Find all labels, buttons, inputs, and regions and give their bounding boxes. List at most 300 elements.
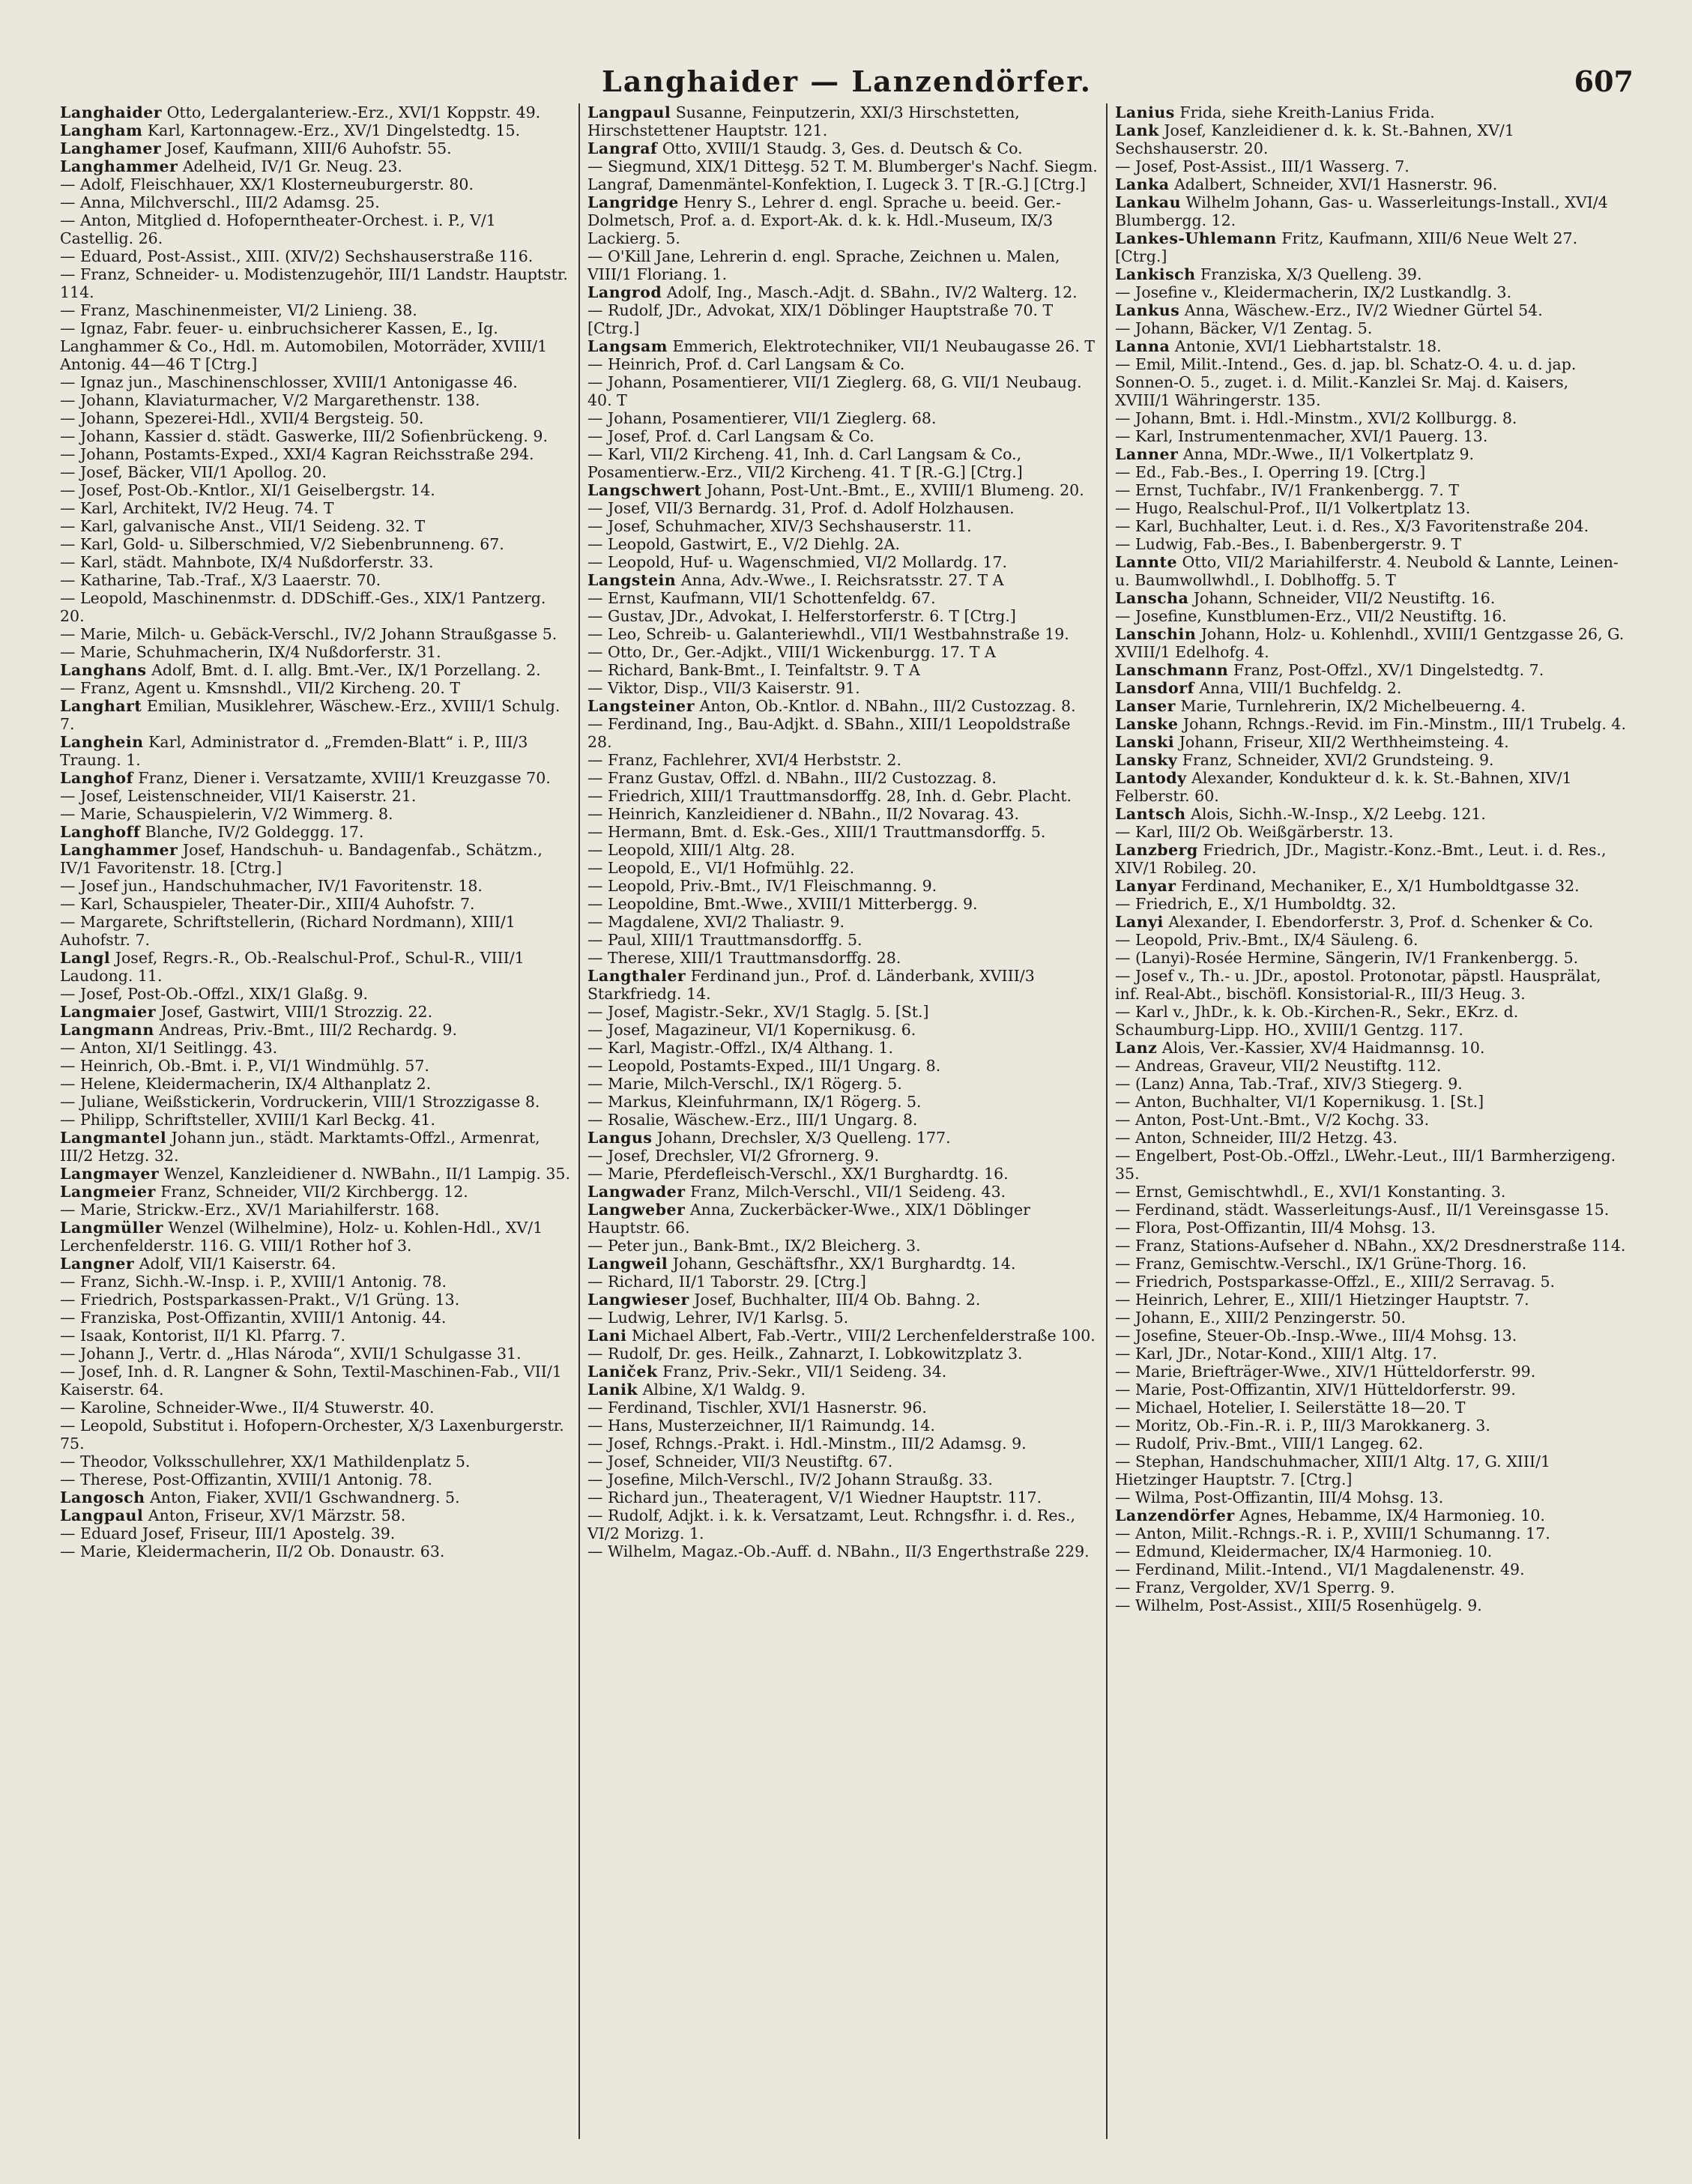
column-1: [60, 103, 578, 2139]
entry-details: — Heinrich, Kanzleidiener d. NBahn., II/2 Novarag. 43.: [587, 805, 1019, 823]
entry-details: — Juliane, Weißstickerin, Vordruckerin, VIII/1 Strozzigasse 8.: [60, 1093, 540, 1111]
directory-entry: [60, 877, 571, 895]
directory-entry: [1115, 841, 1626, 877]
directory-entry: [1115, 1255, 1626, 1273]
directory-entry: [60, 121, 571, 139]
entry-details: — Leopold, XIII/1 Altg. 28.: [587, 841, 795, 859]
directory-entry: [1115, 1147, 1626, 1183]
entry-details: Otto, XVIII/1 Staudg. 3, Ges. d. Deutsch & Co.: [657, 139, 1023, 157]
directory-entry: [587, 499, 1099, 517]
directory-entry: [587, 1129, 1099, 1147]
directory-entry: [60, 1524, 571, 1542]
entry-details: — Karoline, Schneider-Wwe., II/4 Stuwerstr. 40.: [60, 1399, 435, 1417]
entry-surname: Lanner: [1115, 445, 1179, 463]
entry-details: — Theodor, Volksschullehrer, XX/1 Mathildenplatz 5.: [60, 1453, 471, 1470]
entry-details: Franz, Post-Offzl., XV/1 Dingelstedtg. 7.: [1228, 661, 1544, 679]
entry-details: — Rudolf, Adjkt. i. k. k. Versatzamt, Leut. Rchngsfhr. i. d. Res., VI/2 Morizg. 1.: [587, 1506, 1076, 1542]
directory-entry: [60, 409, 571, 427]
directory-entry: [1115, 481, 1626, 499]
entry-details: — Franz, Schneider- u. Modistenzugehör, III/1 Landstr. Hauptstr. 114.: [60, 265, 568, 301]
entry-details: — Friedrich, Postsparkasse-Offzl., E., XIII/2 Serravag. 5.: [1115, 1273, 1556, 1291]
entry-details: — Heinrich, Ob.-Bmt. i. P., VI/1 Windmühlg. 57.: [60, 1057, 429, 1075]
entry-details: — Karl v., JhDr., k. k. Ob.-Kirchen-R., Sekr., EKrz. d. Schaumburg-Lipp. HO., XVIII/1 Gentzg. 117.: [1115, 1003, 1519, 1039]
directory-entry: [587, 1021, 1099, 1039]
entry-surname: Langus: [587, 1129, 653, 1147]
entry-surname: Laniček: [587, 1363, 658, 1381]
entry-details: Michael Albert, Fab.-Vertr., VIII/2 Lerchenfelderstraße 100.: [626, 1327, 1096, 1345]
directory-entry: [60, 1003, 571, 1021]
directory-entry: [1115, 1506, 1626, 1524]
entry-surname: Langraf: [587, 139, 658, 157]
directory-entry: [60, 1542, 571, 1560]
entry-surname: Langmantel: [60, 1129, 167, 1147]
directory-entry: [1115, 661, 1626, 679]
directory-entry: [1115, 1219, 1626, 1237]
entry-details: Johann, Friseur, XII/2 Werthheimsteing. 4.: [1174, 733, 1509, 751]
directory-entry: [587, 841, 1099, 859]
directory-entry: [60, 535, 571, 553]
entry-details: — Marie, Briefträger-Wwe., XIV/1 Hütteldorferstr. 99.: [1115, 1363, 1536, 1381]
entry-surname: Lanzendörfer: [1115, 1506, 1235, 1524]
entry-details: — Friedrich, Postsparkassen-Prakt., V/1 Grüng. 13.: [60, 1291, 460, 1309]
entry-details: Anton, Friseur, XV/1 Märzstr. 58.: [143, 1506, 406, 1524]
entry-details: Anna, Wäschew.-Erz., IV/2 Wiedner Gürtel 54.: [1179, 301, 1543, 319]
entry-details: — Josef, VII/3 Bernardg. 31, Prof. d. Adolf Holzhausen.: [587, 499, 1015, 517]
directory-entry: [1115, 1003, 1626, 1039]
directory-entry: [60, 1291, 571, 1309]
directory-entry: [60, 1021, 571, 1039]
directory-entry: [587, 661, 1099, 679]
entry-details: — Leopold, Substitut i. Hofopern-Orchester, X/3 Laxenburgerstr. 75.: [60, 1417, 564, 1453]
directory-entry: [587, 1291, 1099, 1309]
entry-details: — Leopoldine, Bmt.-Wwe., XVIII/1 Mitterbergg. 9.: [587, 895, 978, 913]
directory-entry: [1115, 103, 1626, 121]
entry-details: — Franz, Vergolder, XV/1 Sperrg. 9.: [1115, 1578, 1395, 1596]
entry-details: — Johann, Posamentierer, VII/1 Zieglerg. 68, G. VII/1 Neubaug. 40. T: [587, 373, 1082, 409]
directory-entry: [60, 571, 571, 589]
entry-details: Wenzel (Wilhelmine), Holz- u. Kohlen-Hdl., XV/1 Lerchenfelderstr. 116. G. VIII/1 Rother hof 3.: [60, 1219, 543, 1255]
directory-entry: [587, 1542, 1099, 1560]
directory-entry: [1115, 337, 1626, 355]
entry-details: — Franziska, Post-Offizantin, XVIII/1 Antonig. 44.: [60, 1309, 447, 1327]
entry-details: Karl, Kartonnagew.-Erz., XV/1 Dingelstedtg. 15.: [142, 121, 521, 139]
entry-surname: Lani: [587, 1327, 627, 1345]
directory-entry: [587, 931, 1099, 949]
entry-details: — Leopold, E., VI/1 Hofmühlg. 22.: [587, 859, 855, 877]
entry-details: Josef, Kaufmann, XIII/6 Auhofstr. 55.: [161, 139, 452, 157]
entry-details: — Rudolf, Dr. ges. Heilk., Zahnarzt, I. Lobkowitzplatz 3.: [587, 1345, 1023, 1363]
entry-surname: Langpaul: [60, 1506, 144, 1524]
directory-entry: [587, 409, 1099, 427]
entry-details: Adalbert, Schneider, XVI/1 Hasnerstr. 96.: [1169, 175, 1498, 193]
entry-details: — Wilma, Post-Offizantin, III/4 Mohsg. 13.: [1115, 1488, 1444, 1506]
directory-entry: [60, 1453, 571, 1470]
directory-entry: [1115, 1596, 1626, 1614]
entry-details: — Marie, Milch- u. Gebäck-Verschl., IV/2 Johann Straußgasse 5.: [60, 625, 558, 643]
directory-entry: [1115, 499, 1626, 517]
directory-entry: [1115, 1542, 1626, 1560]
directory-entry: [1115, 1453, 1626, 1488]
entry-details: — Ernst, Tuchfabr., IV/1 Frankenbergg. 7. T: [1115, 481, 1460, 499]
directory-entry: [1115, 355, 1626, 409]
entry-details: — Marie, Milch-Verschl., IX/1 Rögerg. 5.: [587, 1075, 902, 1093]
entry-details: — Karl, galvanische Anst., VII/1 Seideng. 32. T: [60, 517, 426, 535]
entry-details: Andreas, Priv.-Bmt., III/2 Rechardg. 9.: [154, 1021, 457, 1039]
entry-details: — Leopold, Postamts-Exped., III/1 Ungarg. 8.: [587, 1057, 941, 1075]
entry-details: Josef, Gastwirt, VIII/1 Strozzig. 22.: [156, 1003, 433, 1021]
directory-entry: [60, 1039, 571, 1057]
directory-entry: [1115, 1309, 1626, 1327]
directory-entry: [1115, 121, 1626, 157]
entry-details: — Franz, Stations-Aufseher d. NBahn., XX/2 Dresdnerstraße 114.: [1115, 1237, 1626, 1255]
directory-entry: [60, 841, 571, 877]
entry-details: Karl, Administrator d. „Fremden-Blatt“ i. P., III/3 Traung. 1.: [60, 733, 528, 769]
directory-entry: [1115, 463, 1626, 481]
entry-details: — Stephan, Handschuhmacher, XIII/1 Altg. 17, G. XIII/1 Hietzinger Hauptstr. 7. [Ctrg.]: [1115, 1453, 1551, 1488]
directory-entry: [60, 1093, 571, 1111]
directory-entry: [60, 949, 571, 985]
entry-surname: Langl: [60, 949, 111, 967]
entry-details: Fritz, Kaufmann, XIII/6 Neue Welt 27. [Ctrg.]: [1115, 229, 1578, 265]
entry-details: Adolf, VII/1 Kaiserstr. 64.: [134, 1255, 336, 1273]
entry-surname: Langpaul: [587, 103, 671, 121]
entry-details: — Anton, Schneider, III/2 Hetzg. 43.: [1115, 1129, 1398, 1147]
entry-surname: Lanyar: [1115, 877, 1176, 895]
entry-details: Johann, Holz- u. Kohlenhdl., XVIII/1 Gentzgasse 26, G. XVIII/1 Edelhofg. 4.: [1115, 625, 1625, 661]
entry-surname: Langmüller: [60, 1219, 163, 1237]
entry-details: — Josef, Prof. d. Carl Langsam & Co.: [587, 427, 874, 445]
directory-entry: [1115, 769, 1626, 805]
directory-entry: [1115, 1201, 1626, 1219]
entry-details: Susanne, Feinputzerin, XXI/3 Hirschstetten, Hirschstettener Hauptstr. 121.: [587, 103, 1020, 139]
page-header: [60, 64, 1634, 109]
directory-entry: [1115, 193, 1626, 229]
entry-details: — Johann, Spezerei-Hdl., XVII/4 Bergsteig. 50.: [60, 409, 424, 427]
entry-details: — Friedrich, XIII/1 Trauttmansdorffg. 28, Inh. d. Gebr. Placht.: [587, 787, 1072, 805]
directory-entry: [1115, 175, 1626, 193]
entry-details: — Karl, Architekt, IV/2 Heug. 74. T: [60, 499, 334, 517]
entry-details: — Richard jun., Theateragent, V/1 Wiedner Hauptstr. 117.: [587, 1488, 1042, 1506]
entry-details: Blanche, IV/2 Goldeggg. 17.: [140, 823, 364, 841]
directory-entry: [1115, 877, 1626, 895]
entry-surname: Lannte: [1115, 553, 1178, 571]
entry-details: — Johann, Bmt. i. Hdl.-Minstm., XVI/2 Kollburgg. 8.: [1115, 409, 1517, 427]
entry-details: — Peter jun., Bank-Bmt., IX/2 Bleicherg. 3.: [587, 1237, 921, 1255]
directory-entry: [60, 463, 571, 481]
directory-entry: [587, 1417, 1099, 1435]
entry-details: — Ludwig, Lehrer, IV/1 Karlsg. 5.: [587, 1309, 849, 1327]
entry-details: — (Lanyi)-Rosée Hermine, Sängerin, IV/1 Frankenbergg. 5.: [1115, 949, 1579, 967]
directory-entry: [60, 481, 571, 499]
directory-entry: [587, 679, 1099, 697]
entry-details: — Anton, Milit.-Rchngs.-R. i. P., XVIII/1 Schumanng. 17.: [1115, 1524, 1550, 1542]
directory-entry: [587, 1039, 1099, 1057]
entry-surname: Langthaler: [587, 967, 686, 985]
directory-entry: [587, 877, 1099, 895]
directory-entry: [60, 301, 571, 319]
entry-details: Adolf, Bmt. d. I. allg. Bmt.-Ver., IX/1 Porzellang. 2.: [146, 661, 541, 679]
entry-surname: Lankes-Uhlemann: [1115, 229, 1277, 247]
directory-entry: [587, 967, 1099, 1003]
directory-entry: [60, 445, 571, 463]
entry-surname: Lankisch: [1115, 265, 1196, 283]
entry-details: — Therese, XIII/1 Trauttmansdorffg. 28.: [587, 949, 901, 967]
directory-entry: [60, 679, 571, 697]
entry-details: Josef, Kanzleidiener d. k. k. St.-Bahnen, XV/1 Sechshauserstr. 20.: [1115, 121, 1514, 157]
directory-entry: [587, 895, 1099, 913]
entry-details: Otto, Ledergalanteriew.-Erz., XVI/1 Koppstr. 49.: [162, 103, 541, 121]
directory-entry: [587, 1309, 1099, 1327]
entry-details: — Josef, Rchngs.-Prakt. i. Hdl.-Minstm., III/2 Adamsg. 9.: [587, 1435, 1027, 1453]
entry-details: — Ignaz jun., Maschinenschlosser, XVIII/1 Antonigasse 46.: [60, 373, 518, 391]
directory-entry: [1115, 949, 1626, 967]
page-title: Langhaider — Lanzendörfer.: [601, 64, 1093, 98]
entry-details: — Katharine, Tab.-Traf., X/3 Laaerstr. 70.: [60, 571, 381, 589]
entry-details: — Marie, Strickw.-Erz., XV/1 Mariahilferstr. 168.: [60, 1201, 440, 1219]
entry-details: Johann, Drechsler, X/3 Quelleng. 177.: [652, 1129, 951, 1147]
entry-surname: Lantody: [1115, 769, 1187, 787]
entry-details: — Marie, Kleidermacherin, II/2 Ob. Donaustr. 63.: [60, 1542, 445, 1560]
entry-surname: Langhart: [60, 697, 142, 715]
entry-details: Johann, Post-Unt.-Bmt., E., XVIII/1 Blumeng. 20.: [701, 481, 1084, 499]
entry-details: — Michael, Hotelier, I. Seilerstätte 18—20. T: [1115, 1399, 1466, 1417]
entry-details: — O'Kill Jane, Lehrerin d. engl. Sprache, Zeichnen u. Malen, VIII/1 Floriang. 1.: [587, 247, 1060, 283]
entry-surname: Lanka: [1115, 175, 1170, 193]
entry-surname: Langsam: [587, 337, 668, 355]
entry-details: — Anton, Mitglied d. Hofoperntheater-Orchest. i. P., V/1 Castellig. 26.: [60, 211, 496, 247]
entry-details: — Josef, Post-Ob.-Offzl., XIX/1 Glaßg. 9.: [60, 985, 369, 1003]
directory-entry: [60, 1201, 571, 1219]
directory-entry: [1115, 913, 1626, 931]
entry-surname: Langsteiner: [587, 697, 695, 715]
directory-entry: [587, 949, 1099, 967]
entry-surname: Langhammer: [60, 841, 178, 859]
directory-entry: [587, 1399, 1099, 1417]
directory-entry: [60, 1488, 571, 1506]
entry-details: — Johann, E., XIII/2 Penzingerstr. 50.: [1115, 1309, 1407, 1327]
directory-entry: [587, 1453, 1099, 1470]
directory-entry: [587, 157, 1099, 193]
entry-details: Emilian, Musiklehrer, Wäschew.-Erz., XVIII/1 Schulg. 7.: [60, 697, 561, 733]
entry-details: — Josef, Magazineur, VI/1 Kopernikusg. 6.: [587, 1021, 916, 1039]
entry-details: — Josef jun., Handschuhmacher, IV/1 Favoritenstr. 18.: [60, 877, 483, 895]
entry-details: — Engelbert, Post-Ob.-Offzl., LWehr.-Leut., III/1 Barmherzigeng. 35.: [1115, 1147, 1616, 1183]
entry-details: — Franz, Fachlehrer, XVI/4 Herbststr. 2.: [587, 751, 901, 769]
directory-entry: [1115, 1381, 1626, 1399]
entry-details: Johann, Schneider, VII/2 Neustiftg. 16.: [1188, 589, 1496, 607]
directory-entry: [587, 1327, 1099, 1345]
entry-details: — Josefine v., Kleidermacherin, IX/2 Lustkandlg. 3.: [1115, 283, 1512, 301]
directory-entry: [60, 1057, 571, 1075]
directory-entry: [1115, 1183, 1626, 1201]
entry-details: Agnes, Hebamme, IX/4 Harmonieg. 10.: [1234, 1506, 1545, 1524]
entry-details: — Leopold, Maschinenmstr. d. DDSchiff.-Ges., XIX/1 Pantzerg. 20.: [60, 589, 546, 625]
entry-surname: Langmayer: [60, 1165, 160, 1183]
entry-details: Alois, Ver.-Kassier, XV/4 Haidmannsg. 10.: [1157, 1039, 1485, 1057]
directory-entry: [1115, 967, 1626, 1003]
directory-entry: [60, 1111, 571, 1129]
entry-surname: Lansdorf: [1115, 679, 1194, 697]
entry-details: — Anna, Milchverschl., III/2 Adamsg. 25.: [60, 193, 380, 211]
entry-surname: Lanski: [1115, 733, 1175, 751]
directory-entry: [60, 391, 571, 409]
entry-details: — Philipp, Schriftsteller, XVIII/1 Karl Beckg. 41.: [60, 1111, 436, 1129]
entry-details: — Richard, Bank-Bmt., I. Teinfaltstr. 9. T A: [587, 661, 920, 679]
entry-surname: Lantsch: [1115, 805, 1186, 823]
directory-entry: [587, 823, 1099, 841]
entry-details: — Anton, XI/1 Seitlingg. 43.: [60, 1039, 278, 1057]
entry-details: — Johann, Kassier d. städt. Gaswerke, III/2 Sofienbrückeng. 9.: [60, 427, 548, 445]
entry-details: — Magdalene, XVI/2 Thaliastr. 9.: [587, 913, 845, 931]
entry-details: — Leo, Schreib- u. Galanteriewhdl., VII/1 Westbahnstraße 19.: [587, 625, 1069, 643]
directory-entry: [1115, 1273, 1626, 1291]
entry-details: — Hugo, Realschul-Prof., II/1 Volkertplatz 13.: [1115, 499, 1471, 517]
entry-details: Johann, Rchngs.-Revid. im Fin.-Minstm., III/1 Trubelg. 4.: [1178, 715, 1626, 733]
entry-details: Adolf, Ing., Masch.-Adjt. d. SBahn., IV/2 Walterg. 12.: [662, 283, 1078, 301]
directory-columns: [60, 103, 1634, 2139]
column-3: [1106, 103, 1634, 2139]
directory-entry: [60, 499, 571, 517]
entry-details: Anton, Ob.-Kntlor. d. NBahn., III/2 Custozzag. 8.: [695, 697, 1076, 715]
directory-entry: [60, 1363, 571, 1399]
directory-entry: [1115, 1578, 1626, 1596]
directory-entry: [60, 175, 571, 193]
directory-entry: [1115, 625, 1626, 661]
entry-details: — Franz, Sichh.-W.-Insp. i. P., XVIII/1 Antonig. 78.: [60, 1273, 447, 1291]
entry-details: — Leopold, Priv.-Bmt., IV/1 Fleischmanng. 9.: [587, 877, 937, 895]
entry-details: — Ernst, Gemischtwhdl., E., XVI/1 Konstanting. 3.: [1115, 1183, 1506, 1201]
directory-entry: [587, 1183, 1099, 1201]
directory-entry: [60, 697, 571, 733]
entry-details: Wilhelm Johann, Gas- u. Wasserleitungs-Install., XVI/4 Blumbergg. 12.: [1115, 193, 1608, 229]
directory-entry: [587, 625, 1099, 643]
entry-surname: Lank: [1115, 121, 1159, 139]
directory-entry: [587, 139, 1099, 157]
entry-details: Anna, VIII/1 Buchfeldg. 2.: [1194, 679, 1402, 697]
directory-entry: [60, 913, 571, 949]
directory-entry: [1115, 553, 1626, 589]
directory-entry: [587, 1488, 1099, 1506]
entry-surname: Langschwert: [587, 481, 702, 499]
entry-surname: Lanzberg: [1115, 841, 1198, 859]
entry-details: Franz, Diener i. Versatzamte, XVIII/1 Kreuzgasse 70.: [133, 769, 551, 787]
entry-details: Franziska, X/3 Quelleng. 39.: [1195, 265, 1422, 283]
directory-entry: [60, 319, 571, 373]
entry-details: Wenzel, Kanzleidiener d. NWBahn., II/1 Lampig. 35.: [159, 1165, 570, 1183]
entry-details: — Josef, Post-Assist., III/1 Wasserg. 7.: [1115, 157, 1410, 175]
directory-entry: [1115, 1345, 1626, 1363]
entry-surname: Langosch: [60, 1488, 145, 1506]
entry-details: — Karl, Gold- u. Silberschmied, V/2 Siebenbrunneng. 67.: [60, 535, 504, 553]
directory-entry: [587, 1237, 1099, 1255]
directory-entry: [587, 751, 1099, 769]
entry-details: — Ernst, Kaufmann, VII/1 Schottenfeldg. 67.: [587, 589, 936, 607]
directory-entry: [1115, 1057, 1626, 1075]
directory-entry: [60, 661, 571, 679]
entry-surname: Lanik: [587, 1381, 638, 1399]
entry-details: — Edmund, Kleidermacher, IX/4 Harmonieg. 10.: [1115, 1542, 1493, 1560]
entry-details: Antonie, XVI/1 Liebhartstalstr. 18.: [1170, 337, 1442, 355]
entry-surname: Lanser: [1115, 697, 1176, 715]
directory-entry: [60, 1255, 571, 1273]
directory-entry: [587, 355, 1099, 373]
directory-entry: [587, 301, 1099, 337]
directory-entry: [587, 553, 1099, 571]
directory-entry: [587, 1435, 1099, 1453]
directory-entry: [1115, 265, 1626, 283]
entry-surname: Langham: [60, 121, 143, 139]
entry-surname: Langwieser: [587, 1291, 689, 1309]
entry-details: — Andreas, Graveur, VII/2 Neustiftg. 112.: [1115, 1057, 1442, 1075]
entry-details: — Wilhelm, Post-Assist., XIII/5 Rosenhügelg. 9.: [1115, 1596, 1482, 1614]
directory-entry: [1115, 589, 1626, 607]
entry-surname: Lanscha: [1115, 589, 1189, 607]
directory-entry: [60, 1345, 571, 1363]
directory-entry: [60, 787, 571, 805]
entry-surname: Langner: [60, 1255, 135, 1273]
directory-entry: [60, 265, 571, 301]
directory-entry: [60, 247, 571, 265]
directory-entry: [587, 1506, 1099, 1542]
entry-surname: Lanius: [1115, 103, 1175, 121]
entry-details: — Richard, II/1 Taborstr. 29. [Ctrg.]: [587, 1273, 866, 1291]
entry-surname: Langmaier: [60, 1003, 157, 1021]
directory-entry: [60, 1075, 571, 1093]
entry-details: — Rudolf, Priv.-Bmt., VIII/1 Langeg. 62.: [1115, 1435, 1424, 1453]
entry-surname: Lansky: [1115, 751, 1178, 769]
entry-details: — Karl, VII/2 Kircheng. 41, Inh. d. Carl Langsam & Co., Posamentierw.-Erz., VII/2 Kircheng. 41. T [R.-G.] [Ctrg.]: [587, 445, 1023, 481]
directory-entry: [1115, 1524, 1626, 1542]
entry-surname: Langhamer: [60, 139, 162, 157]
entry-details: — Marie, Pferdefleisch-Verschl., XX/1 Burghardtg. 16.: [587, 1165, 1009, 1183]
entry-details: Friedrich, JDr., Magistr.-Konz.-Bmt., Leut. i. d. Res., XIV/1 Robileg. 20.: [1115, 841, 1607, 877]
entry-details: Frida, siehe Kreith-Lanius Frida.: [1174, 103, 1435, 121]
entry-details: — Marie, Schauspielerin, V/2 Wimmerg. 8.: [60, 805, 393, 823]
directory-entry: [1115, 733, 1626, 751]
entry-surname: Langhein: [60, 733, 144, 751]
entry-surname: Lankus: [1115, 301, 1180, 319]
entry-details: — Josefine, Milch-Verschl., IV/2 Johann Straußg. 33.: [587, 1470, 993, 1488]
entry-details: Emmerich, Elektrotechniker, VII/1 Neubaugasse 26. T: [667, 337, 1096, 355]
directory-entry: [60, 823, 571, 841]
entry-details: Ferdinand, Mechaniker, E., X/1 Humboldtgasse 32.: [1176, 877, 1580, 895]
entry-details: Alexander, Kondukteur d. k. k. St.-Bahnen, XIV/1 Felberstr. 60.: [1115, 769, 1572, 805]
directory-entry: [587, 1273, 1099, 1291]
entry-surname: Langhammer: [60, 157, 178, 175]
entry-details: — Paul, XIII/1 Trauttmansdorffg. 5.: [587, 931, 862, 949]
directory-entry: [60, 1309, 571, 1327]
entry-details: — Rosalie, Wäschew.-Erz., III/1 Ungarg. 8.: [587, 1111, 918, 1129]
directory-entry: [587, 1003, 1099, 1021]
directory-entry: [1115, 931, 1626, 949]
directory-entry: [60, 589, 571, 625]
entry-details: — Karl, städt. Mahnbote, IX/4 Nußdorferstr. 33.: [60, 553, 434, 571]
entry-details: — Leopold, Priv.-Bmt., IX/4 Säuleng. 6.: [1115, 931, 1418, 949]
directory-entry: [587, 571, 1099, 589]
entry-details: — (Lanz) Anna, Tab.-Traf., XIV/3 Stiegerg. 9.: [1115, 1075, 1463, 1093]
directory-entry: [60, 427, 571, 445]
entry-details: — Viktor, Disp., VII/3 Kaiserstr. 91.: [587, 679, 860, 697]
entry-surname: Lanyi: [1115, 913, 1164, 931]
directory-entry: [60, 193, 571, 211]
entry-details: — Hermann, Bmt. d. Esk.-Ges., XIII/1 Trauttmansdorffg. 5.: [587, 823, 1046, 841]
entry-details: Anton, Fiaker, XVII/1 Gschwandnerg. 5.: [145, 1488, 460, 1506]
entry-details: Marie, Turnlehrerin, IX/2 Michelbeuerng. 4.: [1176, 697, 1526, 715]
entry-details: — Ferdinand, Ing., Bau-Adjkt. d. SBahn., XIII/1 Leopoldstraße 28.: [587, 715, 1071, 751]
directory-entry: [1115, 1111, 1626, 1129]
entry-details: — Karl, III/2 Ob. Weißgärberstr. 13.: [1115, 823, 1394, 841]
directory-entry: [587, 1093, 1099, 1111]
